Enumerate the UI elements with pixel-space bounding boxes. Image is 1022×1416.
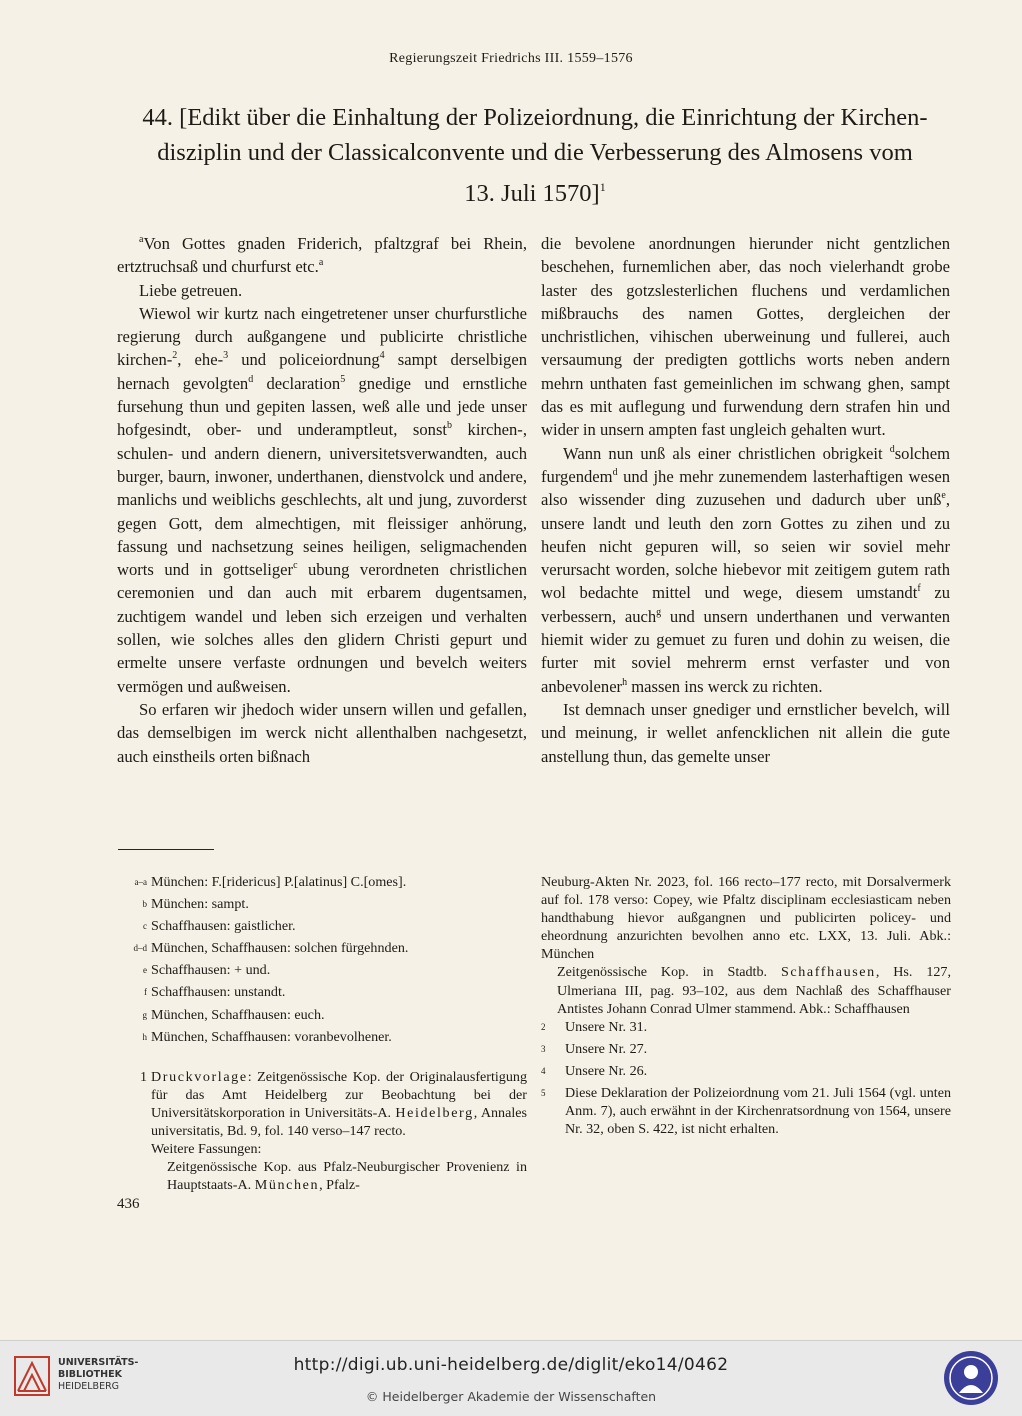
left-text-column (117, 232, 527, 768)
text-note: $^{d-d}$ München, Schaffhausen: solchen fürgehnden. (133, 940, 409, 957)
footnote-1-continuation: Neuburg-Akten Nr. 2023, fol. 166 recto–177 recto, mit Dorsalvermerk auf fol. 178 verso: Copey, wie Pfaltz disciplinam ecclesiasticam neben handthabung hievor außgangnen und publicirten policey- und eheordnung anzurichten bevolhen anno etc. LXX, 13. Juli. Abk.: München (541, 874, 951, 963)
document-title (110, 100, 960, 211)
text-note: $^f$ Schaffhausen: unstandt. (144, 984, 286, 1001)
right-footnotes (541, 873, 951, 1138)
numbered-note: $^2$ Unsere Nr. 31. (541, 1018, 648, 1035)
numbered-note: $^5$ Diese Deklaration der Polizeiordnung vom 21. Juli 1564 (vgl. unten Anm. 7), auch erwähnt in der Kirchenratsordnung von 1564, unsere Nr. 32, oben S. 422, ist nicht erhalten. (541, 1085, 951, 1138)
paragraph-main-1: Wiewol wir kurtz nach eingetretener unser churfurstliche regierung durch außgangene und publicirte christliche kirchen-$^2$, ehe-$^3$ und policeiordnung$^4$ sampt derselbigen hernach gevolgten$^d$ declaration$^5$ gnedige und ernstliche fursehung thun und gepiten lassen, weß alle und jede unser hofgesindt, ober- und underamptleut, sonst$^b$ kirchen-, schulen- und andern dienern, universitetsverwandten, auch burger, baurn, inwoner, underthanen, dienstvolck und andere, manlichs und weiblichs geschlechts, alt und jung, zuvorderst gegen Gott, dem almechtigen, mit fleissiger anhörung, fassung und nachsetzung seines heiligen, seligmachenden worts und in gottseliger$^c$ ubung verordneten christlichen ceremonien und dan auch mit erbarem dugentsamen, zuchtigem wandel und leben sich erzeigen und verhalten sollen, wie solches alles den glidern Christi gepurt und ermelte unsere verfaste ordnungen und bevelch weiters vermögen und außweisen. (117, 303, 527, 696)
viewer-footer (0, 1340, 1022, 1416)
right-text-column (541, 232, 950, 768)
text-note: $^c$ Schaffhausen: gaistlicher. (143, 918, 296, 935)
text-note: $^g$ München, Schaffhausen: euch. (142, 1006, 325, 1023)
text-note: $^b$ München: sampt. (142, 896, 249, 913)
numbered-note: $^4$ Unsere Nr. 26. (541, 1062, 648, 1079)
left-footnotes (117, 873, 527, 1194)
title-line-2: disziplin und der Classicalconvente und die Verbesserung des Almosens vom (157, 139, 913, 166)
running-head: Regierungszeit Friedrichs III. 1559–1576 (389, 51, 633, 66)
title-line-3: 13. Juli 1570]$^1$ (464, 180, 606, 207)
title-footnote-mark: 1 (599, 180, 606, 194)
text-note: $^h$ München, Schaffhausen: voranbevolhener. (142, 1028, 392, 1045)
paragraph-salutation-head: $^a$Von Gottes gnaden Friderich, pfaltzgraf bei Rhein, ertztruchsaß und churfurst etc.$^a$ (117, 234, 527, 277)
page-number: 436 (117, 1196, 140, 1212)
paragraph-main-4: Ist demnach unser gnediger und ernstlicher bevelch, will und meinung, ir wellet anfencklichen nit allein die gute anstellung thun, das gemelte unser (541, 699, 950, 766)
copy-munich: Zeitgenössische Kop. aus Pfalz-Neuburgischer Provenienz in Hauptstaats-A. München, Pfalz- (167, 1159, 527, 1194)
paragraph-salutation: Liebe getreuen. (139, 280, 243, 300)
paragraph-main-2: So erfaren wir jhedoch wider unsern willen und gefallen, das demselbigen im werck nicht allenthalben nachgesetzt, auch einstheils orten bißnach (117, 699, 527, 766)
text-note: $^e$ Schaffhausen: + und. (143, 962, 271, 979)
numbered-note: $^3$ Unsere Nr. 27. (541, 1040, 648, 1057)
text-note: $^{a-a}$ München: F.[ridericus] P.[alatinus] C.[omes]. (134, 874, 407, 890)
paragraph-main-3: Wann nun unß als einer christlichen obrigkeit $^d$solchem furgendem$^d$ und jhe mehr zunemendem lasterhaftigen wesen also wissender ding zuzusehen und dadurch uber unß$^e$, unsere landt und leuth den zorn Gottes zu zihen und zu heufen nicht gepuren will, so seien wir soviel mehr verursacht worden, solche hiebevor mit zeitigem gutem rath wol bedachte mittel und wege, diesem umstandt$^f$ zu verbessern, auch$^g$ und unsern underthanen und verwanten hiemit wider zu gemuet zu furen und dohin zu weisen, die furter mit soviel mehrerm ernst verfaster und von anbevolener$^h$ massen ins werck zu richten. (541, 443, 950, 696)
numbered-notes (541, 1018, 951, 1139)
title-line-1: 44. [Edikt über die Einhaltung der Polizeiordnung, die Einrichtung der Kirchen- (142, 104, 928, 131)
copyright-notice: © Heidelberger Akademie der Wissenschaften (365, 1389, 657, 1404)
footnote-rule (118, 849, 214, 850)
paragraph-continuation: die bevolene anordnungen hierunder nicht gentzlichen beschehen, furnemlichen aber, das noch vielerhandt grobe laster des gotzslesterlichen fluchens und verdamlichen mißbrauchs des namen Gottes, dergleichen der unchristlichen, vihischen uberweinung und fullerei, auch versaumung der predigten gottlichs worts neben andern mehrn unthaten fast gemeinlichen im schwang ghen, sampt das es mit auflegung und furwendung dern strafen hin und wider in unsern ampten fast ungleich gehalten wurt. (541, 234, 950, 440)
text-notes (117, 873, 527, 1050)
copy-schaffhausen: Zeitgenössische Kop. in Stadtb. Schaffhausen, Hs. 127, Ulmeriana III, pag. 93–102, aus dem Nachlaß des Schaffhauser Antistes Johann Conrad Ulmer stammend. Abk.: Schaffhausen (557, 964, 951, 1017)
permalink-url[interactable]: http://digi.ub.uni-heidelberg.de/diglit/eko14/0462 (293, 1355, 729, 1375)
academy-seal-icon[interactable] (942, 1349, 1000, 1407)
footnote-1: 1 Druckvorlage: Zeitgenössische Kop. der Originalausfertigung für das Amt Heidelberg zur Beobachtung bei der Universitätskorporation in Universitäts-A. Heidelberg, Annales universitatis, Bd. 9, fol. 140 verso–147 recto. (139, 1068, 528, 1140)
other-versions-label: Weitere Fassungen: (151, 1141, 262, 1158)
library-logo[interactable]: UNIVERSITÄTS- BIBLIOTHEK HEIDELBERG (14, 1355, 124, 1401)
